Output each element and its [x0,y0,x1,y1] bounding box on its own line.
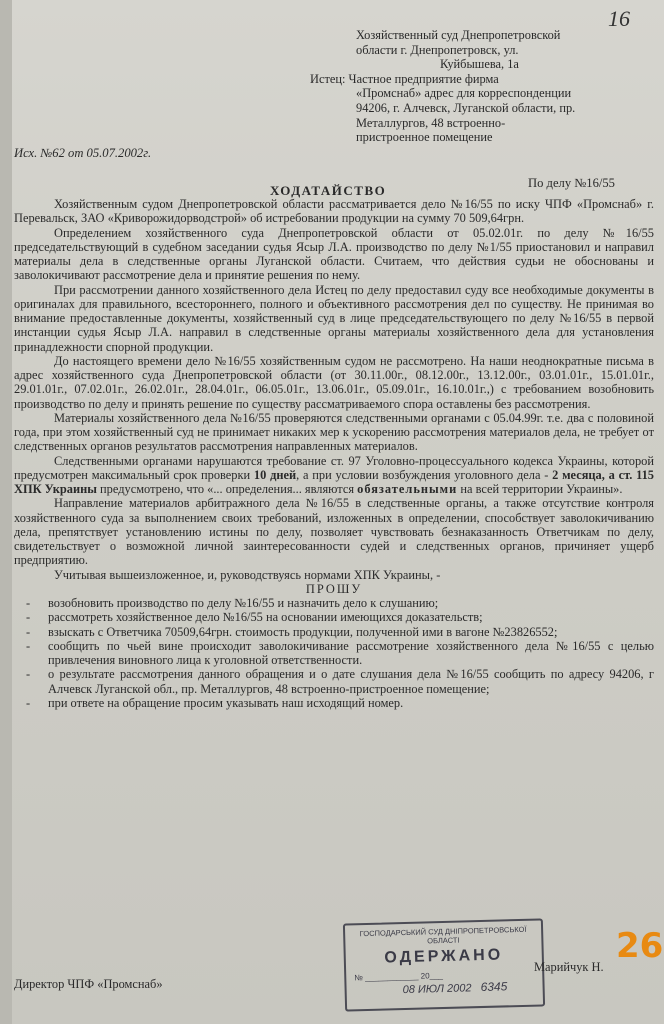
address-line: Хозяйственный суд Днепропетровской [356,28,561,42]
list-item: - при ответе на обращение просим указывать наш исходящий номер. [48,696,654,710]
addressee-block [310,28,656,145]
stamp-fields: № ____________ 20___ [354,971,444,983]
paragraph: Хозяйственным судом Днепропетровской области рассматривается дело №16/55 по иску ЧПФ «Промснаб» г. Перевальск, ЗАО «Криворожидорводстрой» об истребовании продукции на сумму 70 509,64грн. [14,197,654,226]
stamp-status: ОДЕРЖАНО [384,946,504,967]
address-line: Куйбышева, 1а [440,57,519,72]
bold-term: , а ст. 115 ХПК Украины [14,467,654,496]
text-run: на всей территории Украины». [457,482,623,496]
list-item: - рассмотреть хозяйственное дело №16/55 на основании имеющихся доказательств; [48,610,654,624]
stamp-header: ГОСПОДАРСЬКИЙ СУД ДНІПРОПЕТРОВСЬКОЇ ОБЛАСТІ [359,924,527,946]
bold-term: обязательными [357,482,458,496]
request-list [14,596,654,710]
paragraph-legal-requirements [14,454,654,497]
bold-term: 10 дней [253,467,297,482]
list-item: - о результате рассмотрения данного обращения и о дате слушания дела №16/55 сообщить по адресу 94206, г Алчевск Луганской обл., пр. Металлургов, 48 встроенно-пристроенное помещение; [48,667,654,696]
text-run: предусмотрено, что «... определения... являются [96,482,358,496]
page-left-edge [0,0,12,1024]
text-run: Следственными органами нарушаются требование ст. 97 Уголовно-процессуального кодекса Украины, которой предусмотрен максимальный срок проверки [14,453,654,482]
text-run: , а при условии возбуждения уголовного дела - [296,467,553,482]
signatory-name: Марийчук Н. [534,960,604,974]
document-body [14,197,654,710]
paragraph: Учитывая вышеизложенное, и, руководствуясь нормами ХПК Украины, - [54,567,441,582]
paragraph: Направление материалов арбитражного дела №16/55 в следственные органы, а также отсутствие контроля хозяйственного суда за выполнением своих требований, изложенных в определении, способствует заволокичиванию дела, препятствует установлению истины по делу, позволяет чувствовать безнаказанность Ответчикам по делу, свидетельствует о возможной личной заинтересованности судей и следственных органов, причиняет ущерб предприятию. [14,496,654,568]
paragraph: До настоящего времени дело №16/55 хозяйственным судом не рассмотрено. На наши неоднократные письма в адрес хозяйственного суда Днепропетровской области (от 30.11.00г., 08.12.00г., 13.12.00г., 03.01.01г., 15.01.01г., 29.01.01г., 07.02.01г., 26.02.01г., 28.04.01г., 06.05.01г., 13.06.01г., 05.09.01г., 16.10.01г.,) с требованием возобновить производство по делу и принять решение по существу рассматриваемого спора оставлены без рассмотрения. [14,353,654,411]
list-item: - сообщить по чьей вине происходит заволокичивание рассмотрение хозяйственного дела №16/55 с целью привлечения виновного лица к уголовной ответственности. [48,639,654,668]
bold-term: 2 месяца [552,467,602,482]
document-title: ХОДАТАЙСТВО [270,183,387,198]
corner-page-number: 26 [616,926,664,966]
address-line: Металлургов, 48 встроенно- [356,115,506,130]
received-stamp [343,918,545,1011]
address-line: области г. Днепропетровск, ул. [356,42,519,57]
paragraph: Материалы хозяйственного дела №16/55 проверяются следственными органами с 05.04.99г. т.е. два с половиной года, при этом хозяйственный суд не принимает никаких мер к ускорению рассмотрения материалов дела, не требует от следственных органов результатов рассмотрения направленных материалов. [14,410,654,454]
address-line: пристроенное помещение [356,130,493,145]
signatory-title: Директор ЧПФ «Промснаб» [14,977,163,991]
case-reference: По делу №16/55 [528,176,615,190]
outgoing-reference: Исх. №62 от 05.07.2002г. [14,146,152,160]
paragraph: При рассмотрении данного хозяйственного дела Истец по делу предоставил суду все необходимые документы в оригиналах для правильного, всестороннего, полного и объективного рассмотрения дел по существу. Не принимая во внимание предоставленные документы, хозяйственный суд в лице председательствующего по делу №16/55 в первой инстанции судья Ясыр Л.А. направил в следственные органы материалы хозяйственного дела для установления принадлежности спорной продукции. [14,282,654,354]
stamp-date: 08 ИЮЛ 2002 [402,982,472,997]
page-number-top: 16 [608,6,630,31]
address-line: Истец: Частное предприятие фирма [310,71,499,86]
address-line: «Промснаб» адрес для корреспонденции [356,86,572,101]
stamp-number: 6345 [480,979,508,995]
list-item: - взыскать с Ответчика 70509,64грн. стоимость продукции, полученной ими в вагоне №23826552; [48,625,654,639]
list-item: - возобновить производство по делу №16/55 и назначить дело к слушанию; [48,596,654,610]
request-title: ПРОШУ [305,581,363,596]
address-line: 94206, г. Алчевск, Луганской области, пр. [356,100,576,115]
paragraph: Определением хозяйственного суда Днепропетровской области от 05.02.01г. по делу №16/55 председательствующий в судебном заседании судья Ясыр Л.А. производство по делу №1/55 приостановил и направил материалы дела в следственные органы Луганской области. Считаем, что действия судьи не обоснованы и заволокичивают рассмотрение дела и принятие решения по нему. [14,225,654,283]
